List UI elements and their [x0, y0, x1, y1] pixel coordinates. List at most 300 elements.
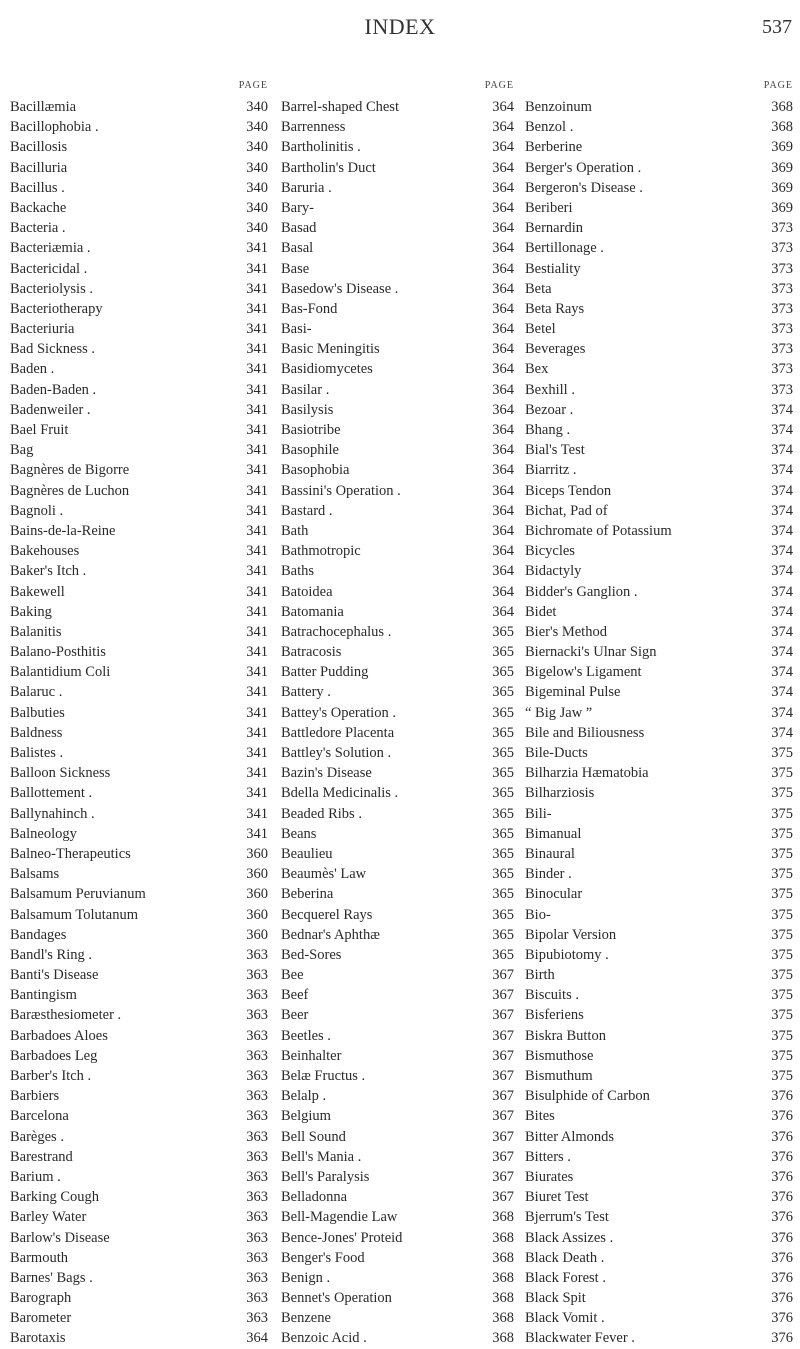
index-page-ref: 341 [246, 442, 268, 459]
index-column-1 [10, 80, 268, 1349]
index-term: Bipubiotomy . [525, 946, 609, 963]
index-entry [281, 521, 514, 541]
index-term: Base [281, 260, 310, 277]
index-page-ref: 374 [771, 704, 793, 721]
index-term: Benign . [281, 1269, 331, 1286]
page-title: INDEX [364, 14, 436, 39]
index-entry [525, 178, 793, 198]
index-term: Barotaxis [10, 1330, 66, 1347]
index-page-ref: 364 [492, 240, 514, 257]
index-page-ref: 364 [492, 603, 514, 620]
index-term: Basedow's Disease . [281, 280, 399, 297]
index-entry [525, 925, 793, 945]
index-entry [10, 137, 268, 157]
index-entry [525, 763, 793, 783]
index-term: Bidactyly [525, 563, 582, 580]
index-page-ref: 341 [246, 603, 268, 620]
index-entry [10, 824, 268, 844]
index-entry [281, 1005, 514, 1025]
index-entry [525, 824, 793, 844]
index-page-ref: 364 [492, 300, 514, 317]
index-page-ref: 363 [246, 1108, 268, 1125]
page-column-label: PAGE [484, 80, 514, 91]
index-page-ref: 365 [492, 704, 514, 721]
index-term: Bergeron's Disease . [525, 179, 643, 196]
index-entry [10, 925, 268, 945]
index-term: Biurates [525, 1168, 574, 1185]
index-page-ref: 376 [771, 1249, 793, 1266]
index-entry [525, 359, 793, 379]
index-entry [10, 359, 268, 379]
index-entry [281, 763, 514, 783]
index-entry [281, 582, 514, 602]
index-entry [10, 541, 268, 561]
index-page-ref: 375 [771, 946, 793, 963]
index-page-ref: 375 [771, 825, 793, 842]
index-term: Beaulieu [281, 845, 333, 862]
index-entry [10, 440, 268, 460]
index-entry [281, 1308, 514, 1328]
index-entry [10, 238, 268, 258]
index-entry [281, 1228, 514, 1248]
index-term: Becquerel Rays [281, 906, 373, 923]
index-term: Bexhill . [525, 381, 575, 398]
index-term: Bandages [10, 926, 67, 943]
index-entry [525, 1046, 793, 1066]
index-page-ref: 375 [771, 967, 793, 984]
index-entry [525, 1026, 793, 1046]
index-page-ref: 368 [771, 99, 793, 115]
index-entry [281, 622, 514, 642]
index-page-ref: 365 [492, 906, 514, 923]
index-page-ref: 340 [246, 99, 268, 115]
index-entry [281, 339, 514, 359]
index-term: Bisferiens [525, 1007, 584, 1024]
index-entry [281, 743, 514, 763]
index-term: Bile-Ducts [525, 745, 588, 761]
index-page-ref: 364 [492, 321, 514, 338]
index-term: Bacteriuria [10, 321, 75, 338]
index-page-ref: 341 [246, 361, 268, 378]
index-term: Bacteriæmia . [10, 240, 91, 257]
index-entry [281, 137, 514, 157]
index-term: Battey's Operation . [281, 704, 396, 721]
index-page-ref: 341 [246, 765, 268, 782]
index-page-ref: 363 [246, 987, 268, 1004]
index-term: Benzol . [525, 119, 574, 136]
index-entry [10, 1026, 268, 1046]
index-page-ref: 373 [771, 280, 793, 297]
index-term: Barrenness [281, 119, 346, 136]
index-page-ref: 367 [492, 1007, 514, 1024]
index-page-ref: 364 [492, 482, 514, 499]
index-page-ref: 374 [771, 623, 793, 640]
index-entry [281, 1086, 514, 1106]
index-entry [10, 1248, 268, 1268]
index-entry [10, 1106, 268, 1126]
index-term: Barking Cough [10, 1189, 100, 1206]
index-page-ref: 375 [771, 886, 793, 903]
index-entry [525, 1207, 793, 1227]
index-entry [10, 642, 268, 662]
index-term: Basophobia [281, 462, 350, 479]
index-term: Belladonna [281, 1189, 348, 1206]
index-entry [10, 1288, 268, 1308]
index-term: Badenweiler . [10, 401, 91, 418]
index-entry [525, 117, 793, 137]
index-page-ref: 367 [492, 1168, 514, 1185]
index-term: Ballynahinch . [10, 805, 95, 822]
index-term: Bismuthum [525, 1068, 593, 1084]
index-page-ref: 364 [492, 361, 514, 378]
index-term: Bimanual [525, 825, 582, 842]
index-entry [10, 1308, 268, 1328]
index-entry [525, 783, 793, 803]
index-page-ref: 340 [246, 179, 268, 196]
index-term: Binaural [525, 845, 575, 862]
index-term: Biceps Tendon [525, 482, 612, 499]
index-term: Bell's Mania . [281, 1148, 362, 1165]
index-term: Black Assizes . [525, 1229, 614, 1246]
index-term: Berberine [525, 139, 583, 156]
index-page-ref: 365 [492, 724, 514, 741]
index-entry [10, 763, 268, 783]
index-term: Balsamum Tolutanum [10, 906, 139, 923]
index-term: Beetles . [281, 1027, 331, 1044]
index-page-ref: 341 [246, 543, 268, 560]
index-term: Bhang . [525, 422, 571, 438]
index-term: Bad Sickness . [10, 341, 95, 358]
index-entry [281, 945, 514, 965]
index-page-ref: 365 [492, 946, 514, 963]
index-term: Bertillonage . [525, 240, 604, 257]
index-page-ref: 364 [492, 462, 514, 479]
index-entry [525, 521, 793, 541]
index-page-ref: 365 [492, 886, 514, 903]
index-term: Bigelow's Ligament [525, 664, 642, 681]
index-term: Bednar's Aphthæ [281, 926, 380, 943]
index-term: Basophile [281, 442, 339, 459]
index-entry [10, 420, 268, 440]
index-page-ref: 341 [246, 684, 268, 701]
index-page-ref: 373 [771, 300, 793, 317]
index-page-ref: 373 [771, 220, 793, 237]
index-term: Black Vomit . [525, 1310, 605, 1327]
index-term: Beinhalter [281, 1047, 342, 1064]
index-page-ref: 364 [492, 502, 514, 519]
index-term: Bichromate of Potassium [525, 522, 672, 539]
index-term: Baths [281, 563, 315, 580]
index-term: Bath [281, 522, 309, 539]
index-entry [281, 1046, 514, 1066]
index-entry [281, 642, 514, 662]
index-page-ref: 376 [771, 1330, 793, 1347]
index-term: Baldness [10, 724, 63, 741]
index-page-ref: 363 [246, 1249, 268, 1266]
index-term: Balloon Sickness [10, 765, 111, 782]
index-entry [10, 319, 268, 339]
index-term: Balistes . [10, 745, 64, 761]
index-entry [281, 905, 514, 925]
index-entry [10, 1005, 268, 1025]
index-entry [525, 1268, 793, 1288]
index-page-ref: 368 [771, 119, 793, 136]
index-entry [525, 682, 793, 702]
index-entry [10, 622, 268, 642]
index-entry [281, 1127, 514, 1147]
index-term: Bacillosis [10, 139, 68, 156]
index-entry [10, 783, 268, 803]
index-page-ref: 340 [246, 199, 268, 216]
index-term: Beriberi [525, 199, 573, 216]
index-term: Bactericidal . [10, 260, 88, 277]
index-page-ref: 365 [492, 785, 514, 802]
index-term: Balbuties [10, 704, 65, 721]
index-page-ref: 341 [246, 724, 268, 741]
page-column-label: PAGE [763, 80, 793, 91]
index-page-ref: 373 [771, 240, 793, 257]
index-entry [525, 864, 793, 884]
index-page-ref: 367 [492, 1068, 514, 1084]
index-page-ref: 364 [492, 422, 514, 438]
index-page-ref: 375 [771, 805, 793, 822]
index-entry [10, 339, 268, 359]
index-entry [281, 602, 514, 622]
index-page-ref: 363 [246, 1310, 268, 1327]
index-entry [281, 1187, 514, 1207]
index-term: Basiotribe [281, 422, 341, 438]
index-term: Bagnères de Luchon [10, 482, 130, 499]
index-page-ref: 363 [246, 1209, 268, 1226]
index-entry [281, 279, 514, 299]
index-page-ref: 364 [492, 563, 514, 580]
index-term: Bains-de-la-Reine [10, 522, 116, 539]
index-term: Black Spit [525, 1290, 586, 1307]
index-term: Berger's Operation . [525, 159, 642, 176]
index-entry [281, 884, 514, 904]
index-entry [281, 481, 514, 501]
index-term: Balanitis [10, 623, 62, 640]
index-entry [281, 1288, 514, 1308]
index-page-ref: 365 [492, 866, 514, 883]
index-term: Bio- [525, 906, 551, 923]
index-entry [281, 238, 514, 258]
index-page-ref: 373 [771, 361, 793, 378]
index-term: Basal [281, 240, 314, 257]
index-entry [281, 723, 514, 743]
index-entry [281, 1248, 514, 1268]
index-term: Baker's Itch . [10, 563, 87, 580]
index-page-ref: 374 [771, 422, 793, 438]
index-term: Bennet's Operation [281, 1290, 392, 1307]
index-entry [281, 299, 514, 319]
index-term: Bisulphide of Carbon [525, 1088, 650, 1105]
index-term: Biuret Test [525, 1189, 589, 1206]
index-page-ref: 341 [246, 300, 268, 317]
index-page-ref: 363 [246, 1007, 268, 1024]
index-entry [10, 259, 268, 279]
index-term: Bjerrum's Test [525, 1209, 609, 1226]
index-term: Bantingism [10, 987, 77, 1004]
index-term: Beta [525, 280, 552, 297]
index-term: Balsams [10, 866, 60, 883]
index-term: Barber's Itch . [10, 1068, 92, 1084]
index-entry [10, 662, 268, 682]
index-term: Basilar . [281, 381, 330, 398]
index-entry [10, 1046, 268, 1066]
index-term: Bael Fruit [10, 422, 69, 438]
index-term: Binder . [525, 866, 572, 883]
index-entry [281, 400, 514, 420]
index-entry [281, 259, 514, 279]
index-page-ref: 341 [246, 664, 268, 681]
index-entry [10, 460, 268, 480]
index-entry [281, 1147, 514, 1167]
index-entry [281, 925, 514, 945]
index-entry [525, 1308, 793, 1328]
index-page-ref: 364 [492, 280, 514, 297]
index-term: Barestrand [10, 1148, 73, 1165]
index-term: Biskra Button [525, 1027, 606, 1044]
index-entry [525, 460, 793, 480]
index-term: Bipolar Version [525, 926, 617, 943]
index-term: Barbadoes Leg [10, 1047, 98, 1064]
index-page-ref: 368 [492, 1229, 514, 1246]
index-term: Beef [281, 987, 309, 1004]
index-entry [10, 965, 268, 985]
index-page-ref: 368 [492, 1310, 514, 1327]
index-page-ref: 341 [246, 462, 268, 479]
index-entry [10, 1207, 268, 1227]
index-page-ref: 369 [771, 159, 793, 176]
index-page-ref: 364 [492, 159, 514, 176]
index-term: Batrachocephalus . [281, 623, 392, 640]
index-page-ref: 376 [771, 1108, 793, 1125]
index-term: Basic Meningitis [281, 341, 380, 358]
index-page-ref: 374 [771, 664, 793, 681]
index-entry [10, 1228, 268, 1248]
index-page-ref: 364 [492, 260, 514, 277]
index-page-ref: 363 [246, 1189, 268, 1206]
index-term: Balsamum Peruvianum [10, 886, 146, 903]
index-page-ref: 375 [771, 906, 793, 923]
index-term: Bilharziosis [525, 785, 595, 802]
index-term: Basidiomycetes [281, 361, 373, 378]
index-term: Basad [281, 220, 317, 237]
index-term: Battley's Solution . [281, 745, 392, 761]
index-term: Barcelona [10, 1108, 69, 1125]
index-entry [281, 440, 514, 460]
index-page-ref: 373 [771, 341, 793, 358]
index-term: Bismuthose [525, 1047, 594, 1064]
index-page-ref: 367 [492, 1108, 514, 1125]
index-page-ref: 341 [246, 522, 268, 539]
index-term: Bagnères de Bigorre [10, 462, 130, 479]
index-entry [281, 198, 514, 218]
index-entry [525, 622, 793, 642]
index-entry [525, 1106, 793, 1126]
index-term: Bazin's Disease [281, 765, 372, 782]
index-page-ref: 374 [771, 583, 793, 600]
index-entry [10, 501, 268, 521]
index-page-ref: 375 [771, 1068, 793, 1084]
index-page-ref: 373 [771, 321, 793, 338]
index-page-ref: 363 [246, 1047, 268, 1064]
index-page-ref: 376 [771, 1128, 793, 1145]
index-page-ref: 341 [246, 785, 268, 802]
index-term: Balaruc . [10, 684, 63, 701]
index-entry [281, 1106, 514, 1126]
index-term: Barèges . [10, 1128, 64, 1145]
index-page-ref: 341 [246, 704, 268, 721]
index-page-ref: 340 [246, 220, 268, 237]
index-entry [525, 602, 793, 622]
index-page-ref: 363 [246, 1128, 268, 1145]
index-term: Batomania [281, 603, 344, 620]
index-term: Bdella Medicinalis . [281, 785, 399, 802]
index-page-ref: 365 [492, 805, 514, 822]
index-entry [281, 117, 514, 137]
index-term: Balantidium Coli [10, 664, 111, 681]
index-entry [525, 218, 793, 238]
index-entry [525, 238, 793, 258]
index-term: Batter Pudding [281, 664, 369, 681]
index-page-ref: 365 [492, 623, 514, 640]
index-term: Bidder's Ganglion . [525, 583, 638, 600]
index-page-ref: 368 [492, 1249, 514, 1266]
index-entry [10, 97, 268, 117]
index-term: Bial's Test [525, 442, 585, 459]
index-entry [525, 561, 793, 581]
index-term: Balneo-Therapeutics [10, 845, 131, 862]
index-page-ref: 376 [771, 1088, 793, 1105]
index-page-ref: 367 [492, 1189, 514, 1206]
index-entry [10, 1268, 268, 1288]
index-page-ref: 369 [771, 139, 793, 156]
index-page-ref: 367 [492, 1047, 514, 1064]
index-term: Beberina [281, 886, 334, 903]
index-entry [10, 218, 268, 238]
index-entry [281, 662, 514, 682]
index-entry [525, 1187, 793, 1207]
index-page-ref: 375 [771, 785, 793, 802]
index-term: Barmouth [10, 1249, 68, 1266]
index-term: Bili- [525, 805, 552, 822]
index-entry [10, 723, 268, 743]
index-entry [281, 965, 514, 985]
index-entry [525, 137, 793, 157]
index-entry [525, 259, 793, 279]
index-entry [10, 521, 268, 541]
index-page-ref: 374 [771, 563, 793, 580]
index-page-ref: 375 [771, 1027, 793, 1044]
index-page-ref: 341 [246, 260, 268, 277]
index-page-ref: 341 [246, 482, 268, 499]
index-entry [525, 1228, 793, 1248]
index-entry [525, 440, 793, 460]
index-column-3 [525, 80, 793, 1349]
index-term: Bacillus . [10, 179, 65, 196]
index-page-ref: 374 [771, 543, 793, 560]
index-entry [10, 178, 268, 198]
index-entry [10, 1086, 268, 1106]
index-entry [525, 723, 793, 743]
index-page-ref: 376 [771, 1290, 793, 1307]
index-entry [525, 400, 793, 420]
index-page-ref: 363 [246, 1269, 268, 1286]
index-entry [281, 844, 514, 864]
index-page-ref: 360 [246, 866, 268, 883]
